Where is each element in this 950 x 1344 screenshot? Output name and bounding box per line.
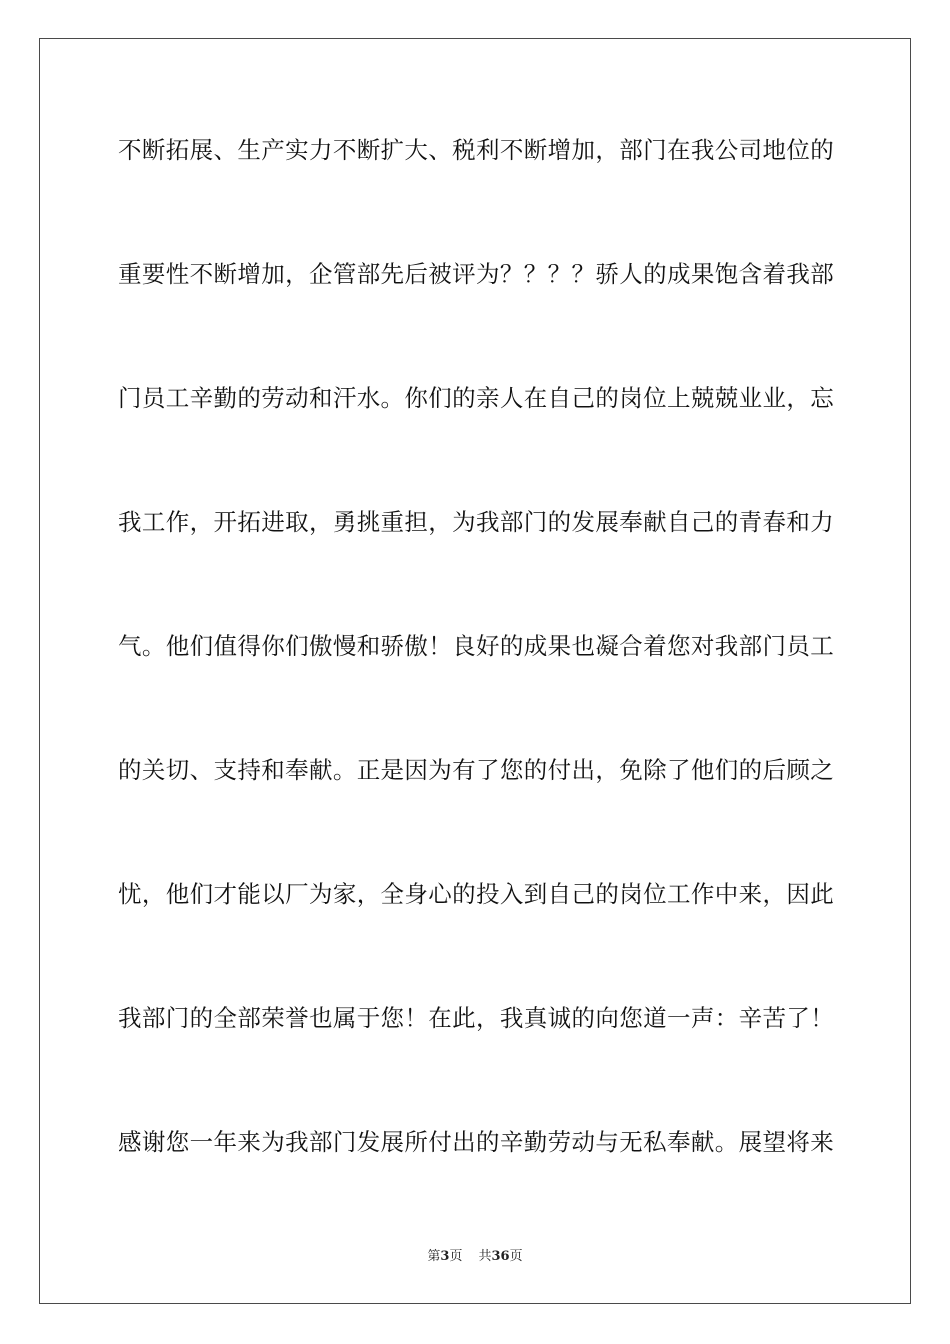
text-line-8: 我部门的全部荣誉也属于您！在此，我真诚的向您道一声：辛苦了！ xyxy=(118,1004,834,1032)
text-line-2: 重要性不断增加，企管部先后被评为？？？？骄人的成果饱含着我部 xyxy=(118,260,834,288)
text-line-7: 忧，他们才能以厂为家，全身心的投入到自己的岗位工作中来，因此 xyxy=(118,880,834,908)
text-line-3: 门员工辛勤的劳动和汗水。你们的亲人在自己的岗位上兢兢业业，忘 xyxy=(118,384,834,412)
page-footer xyxy=(0,1248,950,1266)
text-line-4: 我工作，开拓进取，勇挑重担，为我部门的发展奉献自己的青春和力 xyxy=(118,508,834,536)
page-suffix: 页 xyxy=(449,1249,463,1264)
page-indicator xyxy=(427,1249,462,1264)
total-suffix: 页 xyxy=(509,1249,523,1264)
body-text xyxy=(118,127,834,1243)
text-line-1: 不断拓展、生产实力不断扩大、税利不断增加，部门在我公司地位的 xyxy=(118,136,834,164)
total-pages: 36 xyxy=(491,1249,510,1264)
page-prefix: 第 xyxy=(427,1249,441,1264)
total-prefix: 共 xyxy=(478,1249,492,1264)
total-pages-indicator xyxy=(478,1249,522,1264)
page-number: 3 xyxy=(440,1249,450,1264)
text-line-9: 感谢您一年来为我部门发展所付出的辛勤劳动与无私奉献。展望将来 xyxy=(118,1128,834,1156)
text-line-6: 的关切、支持和奉献。正是因为有了您的付出，免除了他们的后顾之 xyxy=(118,756,834,784)
text-line-5: 气。他们值得你们傲慢和骄傲！良好的成果也凝合着您对我部门员工 xyxy=(118,632,834,660)
